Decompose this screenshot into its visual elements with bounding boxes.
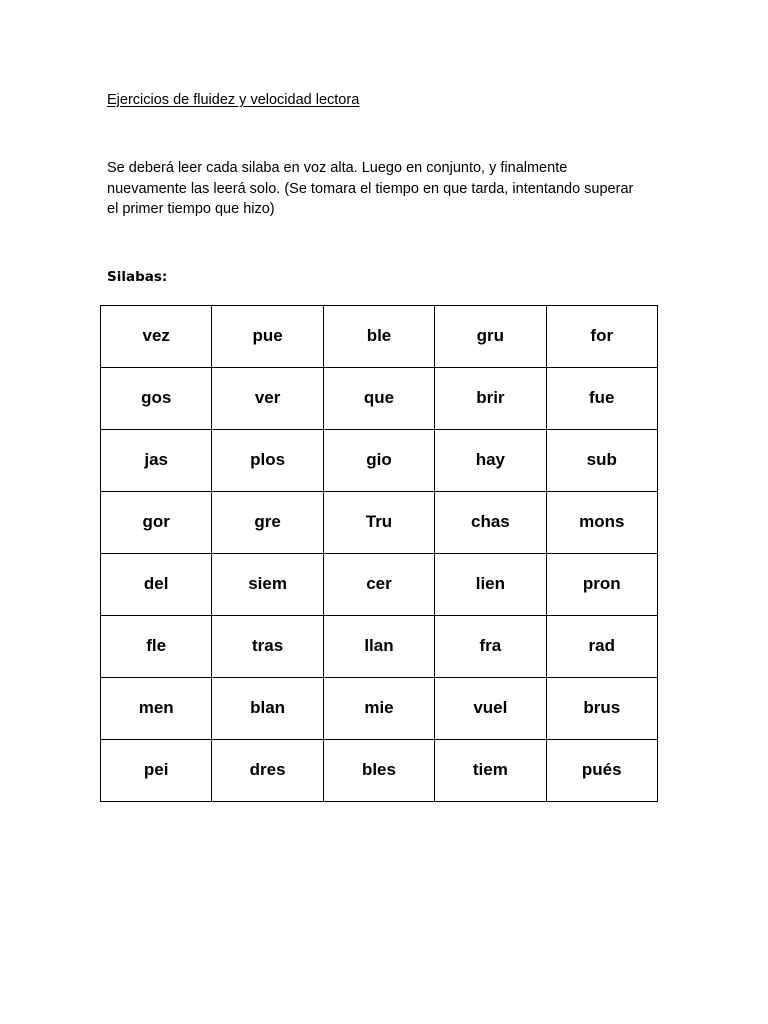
syllable-cell: mons	[546, 492, 657, 554]
syllable-cell: fra	[435, 616, 546, 678]
syllable-cell: gre	[212, 492, 323, 554]
table-row	[101, 740, 658, 802]
syllable-cell: brir	[435, 368, 546, 430]
syllable-cell: gru	[435, 306, 546, 368]
instructions-line: Se deberá leer cada silaba en voz alta. Luego en conjunto, y finalmente	[107, 160, 568, 176]
syllable-cell: pue	[212, 306, 323, 368]
syllable-cell: ble	[323, 306, 434, 368]
syllable-cell: jas	[101, 430, 212, 492]
syllable-cell: pron	[546, 554, 657, 616]
syllable-cell: fle	[101, 616, 212, 678]
table-row	[101, 306, 658, 368]
table-row	[101, 492, 658, 554]
syllable-cell: gor	[101, 492, 212, 554]
syllable-table	[100, 305, 658, 802]
section-heading: Silabas:	[107, 269, 168, 285]
syllable-cell: cer	[323, 554, 434, 616]
instructions-line: el primer tiempo que hizo)	[107, 201, 275, 217]
syllable-cell: men	[101, 678, 212, 740]
syllable-cell: siem	[212, 554, 323, 616]
syllable-cell: chas	[435, 492, 546, 554]
syllable-cell: gos	[101, 368, 212, 430]
table-row	[101, 368, 658, 430]
syllable-cell: ver	[212, 368, 323, 430]
syllable-cell: blan	[212, 678, 323, 740]
table-row	[101, 430, 658, 492]
syllable-cell: brus	[546, 678, 657, 740]
table-row	[101, 616, 658, 678]
syllable-cell: sub	[546, 430, 657, 492]
document-title: Ejercicios de fluidez y velocidad lectora	[107, 92, 360, 108]
syllable-cell: dres	[212, 740, 323, 802]
instructions-line: nuevamente las leerá solo. (Se tomara el tiempo en que tarda, intentando superar	[107, 180, 634, 197]
table-row	[101, 554, 658, 616]
syllable-cell: lien	[435, 554, 546, 616]
table-row	[101, 678, 658, 740]
syllable-cell: hay	[435, 430, 546, 492]
syllable-cell: vuel	[435, 678, 546, 740]
syllable-cell: tras	[212, 616, 323, 678]
syllable-cell: mie	[323, 678, 434, 740]
syllable-cell: bles	[323, 740, 434, 802]
syllable-cell: llan	[323, 616, 434, 678]
syllable-cell: pués	[546, 740, 657, 802]
syllable-cell: rad	[546, 616, 657, 678]
syllable-cell: que	[323, 368, 434, 430]
syllable-cell: pei	[101, 740, 212, 802]
syllable-cell: fue	[546, 368, 657, 430]
syllable-cell: plos	[212, 430, 323, 492]
syllable-cell: gio	[323, 430, 434, 492]
syllable-cell: del	[101, 554, 212, 616]
syllable-cell: vez	[101, 306, 212, 368]
syllable-cell: tiem	[435, 740, 546, 802]
instructions-paragraph	[107, 158, 667, 220]
syllable-cell: for	[546, 306, 657, 368]
syllable-cell: Tru	[323, 492, 434, 554]
